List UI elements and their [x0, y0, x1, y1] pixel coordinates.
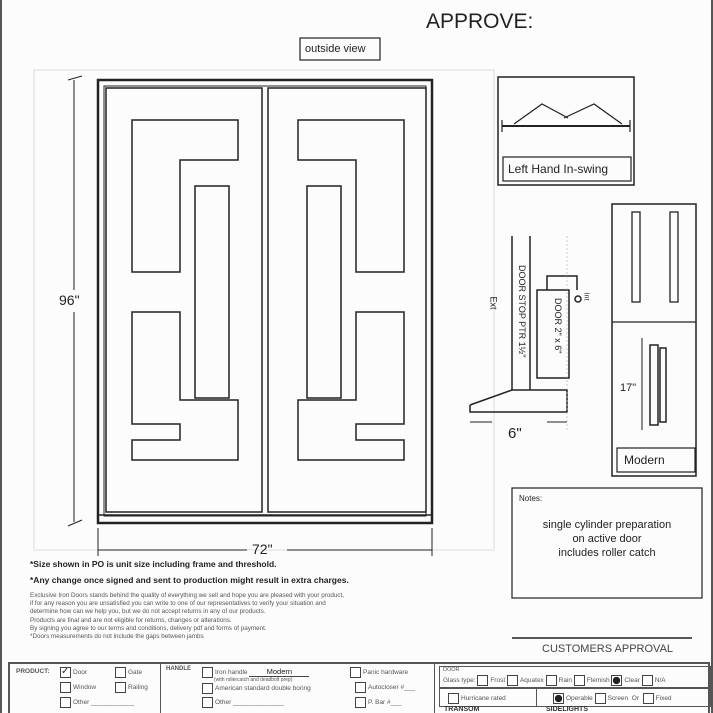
checkbox[interactable] — [643, 693, 654, 704]
glass-option-label: N/A — [654, 677, 666, 685]
product-window-option[interactable] — [60, 682, 96, 693]
disclaimer-line: By signing you agree to our terms and conditions, delivery pdf and forms of payment. — [30, 624, 267, 632]
handle-glass-right — [670, 212, 678, 302]
left-door-panels — [132, 120, 238, 460]
option-label: Door — [73, 669, 88, 677]
door-frame-inner — [104, 86, 426, 516]
right-door-leaf — [268, 88, 426, 512]
disclaimer-line: Products are final and are not eligible for returns, changes or alterations. — [30, 616, 232, 624]
handle-pbar-option[interactable]: P. Bar #___ — [355, 697, 402, 708]
swing-label: Left Hand In-swing — [508, 162, 609, 176]
product-railing-option[interactable] — [115, 682, 148, 693]
glass-type-row — [439, 666, 711, 688]
height-dimension-label: 96" — [59, 292, 80, 308]
handle-style-label: Modern — [624, 453, 665, 467]
operable-label: Operable — [566, 695, 593, 703]
outside-view-label: outside view — [305, 43, 366, 55]
handle-american-option[interactable] — [202, 683, 311, 694]
option-label: Panic hardware — [363, 669, 409, 677]
checkbox[interactable] — [202, 667, 213, 678]
checkbox[interactable] — [642, 675, 653, 686]
door-label: DOOR — [443, 667, 460, 673]
glass-option-label: Rain — [558, 677, 572, 685]
handle-glass-left — [632, 212, 640, 302]
iron-handle-note: (with rollercatch and deadbolt prep) — [214, 677, 293, 683]
option-label: Iron handle — [215, 669, 248, 677]
fixed-label: Fixed — [655, 695, 672, 703]
door-section — [436, 664, 712, 713]
option-label: Gate — [128, 669, 143, 677]
product-other-option[interactable]: Other ____________ — [60, 697, 134, 708]
checkbox[interactable] — [595, 693, 606, 704]
transom-label: TRANSOM — [444, 706, 480, 713]
checkbox[interactable] — [115, 682, 126, 693]
checkbox-selected[interactable] — [553, 693, 564, 704]
handle-section — [162, 664, 435, 713]
handle-other-option[interactable]: Other ______________ — [202, 697, 284, 708]
glass-options — [443, 675, 666, 686]
checkbox[interactable] — [546, 675, 557, 686]
product-label: PRODUCT: — [16, 668, 50, 675]
checkbox[interactable] — [115, 667, 126, 678]
product-door-option[interactable] — [60, 667, 87, 678]
checkbox-checked-icon[interactable]: ✓ — [61, 666, 70, 677]
notes-line: includes roller catch — [558, 547, 656, 559]
option-label: Other — [73, 699, 90, 707]
checkbox[interactable] — [60, 682, 71, 693]
handle-diagram-box — [612, 204, 696, 476]
or-label: Or — [631, 695, 640, 703]
door-size-label: DOOR 2" x 6" — [553, 298, 563, 354]
customers-approval-label: CUSTOMERS APPROVAL — [542, 643, 674, 655]
glass-option-label: Flemish — [586, 677, 610, 685]
approve-label: APPROVE: — [426, 10, 534, 33]
door-frame — [98, 80, 432, 523]
ext-label: Ext — [488, 296, 499, 310]
disclaimer-line: if for any reason you are unsatisfied you can write to one of our representatives to verify your situation and — [30, 600, 326, 608]
disclaimer-line: determine how can we help you, but we do not accept returns in any of our products. — [30, 608, 266, 616]
handle-panic-option[interactable] — [350, 667, 408, 678]
product-section — [10, 664, 161, 713]
notes-line: single cylinder preparation — [542, 519, 672, 531]
section-width-label: 6" — [508, 425, 522, 442]
product-gate-option[interactable] — [115, 667, 142, 678]
hurricane-row — [439, 688, 537, 707]
option-label: Window — [73, 684, 97, 692]
width-dimension-label: 72" — [252, 541, 273, 557]
glass-option-label: Clear — [624, 677, 640, 685]
checkbox[interactable] — [507, 675, 518, 686]
handle-autocloser-option[interactable]: Autocloser #___ — [355, 682, 415, 693]
checkbox[interactable] — [355, 697, 366, 708]
right-door-panels — [298, 120, 404, 460]
swing-diagram — [502, 104, 630, 132]
notes-content — [514, 518, 700, 560]
door-stop-label: DOOR STOP PTR 1½" — [517, 265, 527, 358]
handle-dimension-label: 17" — [620, 382, 637, 394]
checkbox[interactable] — [202, 697, 213, 708]
disclaimer-line: Exclusive Iron Doors stands behind the quality of everything we sell and hope you are pleased with your product, — [30, 592, 344, 599]
int-label: Int — [582, 292, 590, 301]
iron-handle-value[interactable]: Modern — [249, 667, 309, 677]
glass-option-label: Aquatex — [519, 677, 544, 685]
disclaimer-size: *Size shown in PO is unit size including frame and threshold. — [30, 559, 277, 569]
glass-type-label: Glass type: — [443, 677, 476, 685]
sidelights-label: SIDELIGHTS — [546, 706, 589, 713]
checkbox[interactable] — [60, 697, 71, 708]
checkbox[interactable] — [477, 675, 488, 686]
hurricane-label: Hurricane rated — [461, 695, 506, 703]
handle-label: HANDLE — [166, 666, 191, 672]
screen-label: Screen — [607, 695, 629, 703]
option-label: Autocloser # — [368, 684, 405, 692]
handle-drawing — [642, 338, 666, 430]
checkbox[interactable] — [355, 682, 366, 693]
checkbox-selected[interactable] — [611, 675, 622, 686]
checkbox[interactable] — [574, 675, 585, 686]
notes-title: Notes: — [519, 494, 543, 503]
operable-row — [536, 688, 711, 707]
option-label: Railing — [128, 684, 148, 692]
option-label: Other — [215, 699, 232, 707]
order-form — [8, 662, 710, 713]
option-label: American standard double boring — [215, 685, 311, 693]
notes-line: on active door — [572, 533, 642, 545]
option-label: P. Bar # — [368, 699, 391, 707]
checkbox[interactable] — [350, 667, 361, 678]
disclaimer-line: *Doors measurements do not include the gaps between jambs — [30, 633, 204, 641]
disclaimer-changes: *Any change once signed and sent to production might result in extra charges. — [30, 575, 349, 585]
checkbox[interactable] — [448, 693, 459, 704]
disclaimer-body — [30, 592, 344, 641]
checkbox[interactable] — [202, 683, 213, 694]
drawing-area-border — [34, 70, 494, 550]
glass-option-label: Frost — [490, 677, 506, 685]
